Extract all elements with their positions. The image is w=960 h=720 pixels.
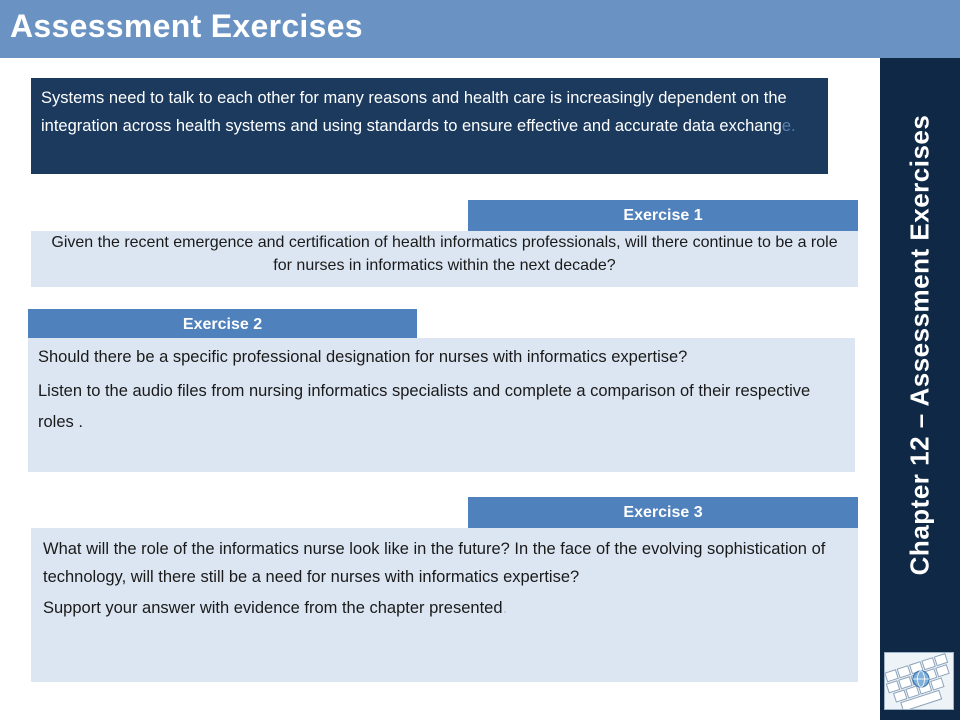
exercise-3-task bbox=[43, 594, 846, 622]
exercise-3-question: What will the role of the informatics nurse look like in the future? In the face of the evolving sophistication of technology, will there still be a need for nurses with informatics expertise? bbox=[43, 540, 826, 586]
exercise-3-label: Exercise 3 bbox=[623, 504, 703, 521]
exercise-3-task-tail: . bbox=[502, 599, 508, 617]
exercise-1-label: Exercise 1 bbox=[623, 207, 703, 224]
chapter-vertical-title: Chapter 12 – Assessment Exercises bbox=[904, 114, 935, 576]
intro-text: Systems need to talk to each other for many reasons and health care is increasingly dependent on the integration across health systems and using standards to ensure effective and accurate data exchang bbox=[41, 89, 787, 135]
exercise-2-label: Exercise 2 bbox=[182, 316, 263, 333]
page-title: Assessment Exercises bbox=[10, 8, 363, 44]
exercise-1-header bbox=[468, 200, 858, 231]
title-bar bbox=[0, 0, 960, 58]
intro-box bbox=[31, 78, 828, 174]
exercise-2-box bbox=[28, 338, 855, 472]
exercise-1-box bbox=[31, 231, 858, 287]
exercise-1-question: Given the recent emergence and certification of health informatics professionals, will there continue to be a role for nurses in informatics within the next decade? bbox=[51, 234, 838, 274]
exercise-3-task-text: Support your answer with evidence from the chapter presented bbox=[43, 599, 503, 617]
keyboard-globe-icon bbox=[884, 652, 954, 710]
intro-text-tail: e. bbox=[781, 117, 796, 135]
exercise-2-task: Listen to the audio files from nursing informatics specialists and complete a comparison of their respective roles . bbox=[38, 382, 811, 431]
exercise-2-header bbox=[28, 309, 417, 340]
exercise-3-header bbox=[468, 497, 858, 528]
exercise-2-question: Should there be a specific professional designation for nurses with informatics expertise? bbox=[38, 348, 688, 366]
exercise-3-box bbox=[31, 528, 858, 682]
